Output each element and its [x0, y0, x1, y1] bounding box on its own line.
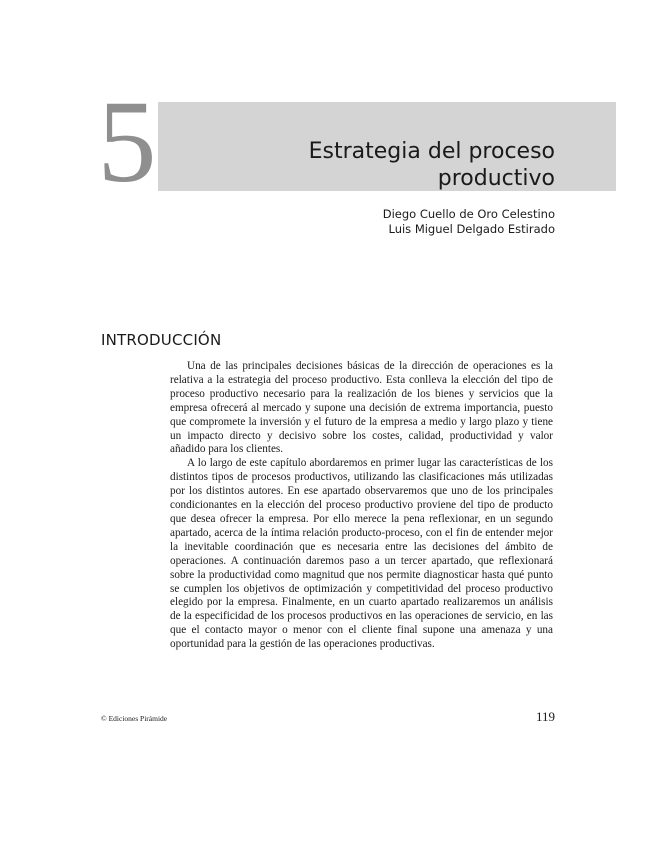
author-name: Diego Cuello de Oro Celestino [382, 207, 555, 221]
body-text [170, 360, 553, 652]
chapter-number: 5 [97, 76, 157, 207]
paragraph: Una de las principales decisiones básicas de la dirección de operaciones es la relativa a la estrategia del proceso productivo. Esta conlleva la elección del tipo de proceso productivo necesario para la realización de los bienes y servicios que la empresa ofrecerá al mercado y supone una decisión de extrema importancia, puesto que compromete la inversión y el futuro de la empresa a medio y largo plazo y tiene un impacto directo y decisivo sobre los costes, calidad, productividad y valor añadido para los clientes. [170, 360, 553, 456]
page-number: 119 [535, 709, 555, 724]
chapter-title-line-2: productivo [437, 166, 555, 191]
chapter-authors [235, 207, 555, 237]
author-name: Luis Miguel Delgado Estirado [388, 222, 555, 236]
section-heading: INTRODUCCIÓN [101, 331, 222, 349]
paragraph: A lo largo de este capítulo abordaremos en primer lugar las características de los distintos tipos de procesos productivos, utilizando las clasificaciones más utilizadas por los distintos autores. En ese apartado observaremos que uno de los principales condicionantes en la elección del proceso productivo proviene del tipo de producto que desea ofrecer la empresa. Por ello merece la pena reflexionar, en un segundo apartado, acerca de la íntima relación producto-proceso, con el fin de entender mejor la inevitable coordinación que es necesaria entre las decisiones del ámbito de operaciones. A continuación daremos paso a un tercer apartado, que reflexionará sobre la productividad como magnitud que nos permite diagnosticar hasta qué punto se cumplen los objetivos de optimización y competitividad del proceso productivo elegido por la empresa. Finalmente, en un cuarto apartado realizaremos un análisis de la especificidad de los procesos productivos en las operaciones de servicio, en las que el contacto mayor o menor con el cliente final supone una amenaza y una oportunidad para la gestión de las operaciones productivas. [170, 457, 553, 651]
chapter-title-line-1: Estrategia del proceso [308, 139, 555, 164]
chapter-title [195, 138, 555, 192]
footer-publisher: © Ediciones Pirámide [101, 714, 168, 723]
